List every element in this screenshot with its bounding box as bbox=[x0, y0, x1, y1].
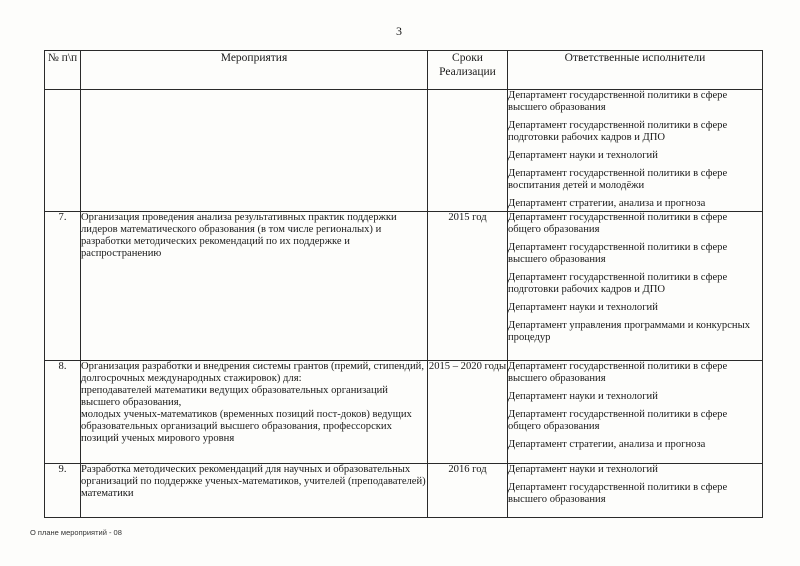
event-text-line: преподавателей математики ведущих образовательных организаций высшего образования, bbox=[81, 385, 388, 408]
responsible-department: Департамент государственной политики в сфере воспитания детей и молодёжи bbox=[508, 168, 728, 191]
row-responsible-cell bbox=[508, 90, 763, 212]
row-responsible-cell bbox=[508, 212, 763, 361]
row-term-cell: 2015 – 2020 годы bbox=[428, 361, 508, 464]
table-row-9 bbox=[45, 464, 763, 518]
table-header-row bbox=[45, 51, 763, 90]
row-term-cell bbox=[428, 90, 508, 212]
document-footer: О плане мероприятий - 08 bbox=[30, 528, 122, 537]
header-events: Мероприятия bbox=[81, 51, 428, 90]
row-event-cell bbox=[81, 90, 428, 212]
row-number-cell bbox=[45, 90, 81, 212]
header-number: № п\п bbox=[45, 51, 81, 90]
row-responsible-cell bbox=[508, 361, 763, 464]
row-responsible-cell bbox=[508, 464, 763, 518]
row-number-cell: 8. bbox=[45, 361, 81, 464]
responsible-department: Департамент государственной политики в сфере общего образования bbox=[508, 409, 728, 432]
responsible-department: Департамент государственной политики в сфере подготовки рабочих кадров и ДПО bbox=[508, 120, 728, 143]
event-text-line: молодых ученых-математиков (временных позиций пост-доков) ведущих образовательных организаций высшего образования, профессорских позиций ученых мирового уровня bbox=[81, 409, 412, 444]
event-text-line: Организация разработки и внедрения системы грантов (премий, стипендий, долгосрочных международных стажировок) для: bbox=[81, 361, 424, 384]
responsible-department: Департамент науки и технологий bbox=[508, 391, 658, 402]
responsible-department: Департамент государственной политики в сфере подготовки рабочих кадров и ДПО bbox=[508, 272, 728, 295]
responsible-department: Департамент стратегии, анализа и прогноза bbox=[508, 439, 706, 450]
responsible-department: Департамент науки и технологий bbox=[508, 464, 658, 475]
responsible-department: Департамент государственной политики в сфере высшего образования bbox=[508, 90, 728, 113]
row-event-cell: Организация проведения анализа результативных практик поддержки лидеров математического образования (в том числе регионалых) и разработки методических рекомендаций по их поддержке и распространению bbox=[81, 212, 428, 361]
table-row-8 bbox=[45, 361, 763, 464]
header-responsible: Ответственные исполнители bbox=[508, 51, 763, 90]
row-number-cell: 7. bbox=[45, 212, 81, 361]
table-row-7 bbox=[45, 212, 763, 361]
row-term-cell: 2016 год bbox=[428, 464, 508, 518]
responsible-department: Департамент государственной политики в сфере высшего образования bbox=[508, 242, 728, 265]
table-row-continuation bbox=[45, 90, 763, 212]
responsible-department: Департамент науки и технологий bbox=[508, 150, 658, 161]
responsible-department: Департамент стратегии, анализа и прогноза bbox=[508, 198, 706, 209]
row-number-cell: 9. bbox=[45, 464, 81, 518]
events-table bbox=[44, 50, 763, 518]
responsible-department: Департамент государственной политики в сфере высшего образования bbox=[508, 482, 728, 505]
responsible-department: Департамент управления программами и конкурсных процедур bbox=[508, 320, 751, 343]
header-terms: Сроки Реализации bbox=[428, 51, 508, 90]
responsible-department: Департамент науки и технологий bbox=[508, 302, 658, 313]
responsible-department: Департамент государственной политики в сфере общего образования bbox=[508, 212, 728, 235]
responsible-department: Департамент государственной политики в сфере высшего образования bbox=[508, 361, 728, 384]
page-number: 3 bbox=[396, 24, 402, 38]
row-event-cell bbox=[81, 361, 428, 464]
row-event-cell: Разработка методических рекомендаций для научных и образовательных организаций по поддержке ученых-математиков, учителей (преподавателей) математики bbox=[81, 464, 428, 518]
row-term-cell: 2015 год bbox=[428, 212, 508, 361]
